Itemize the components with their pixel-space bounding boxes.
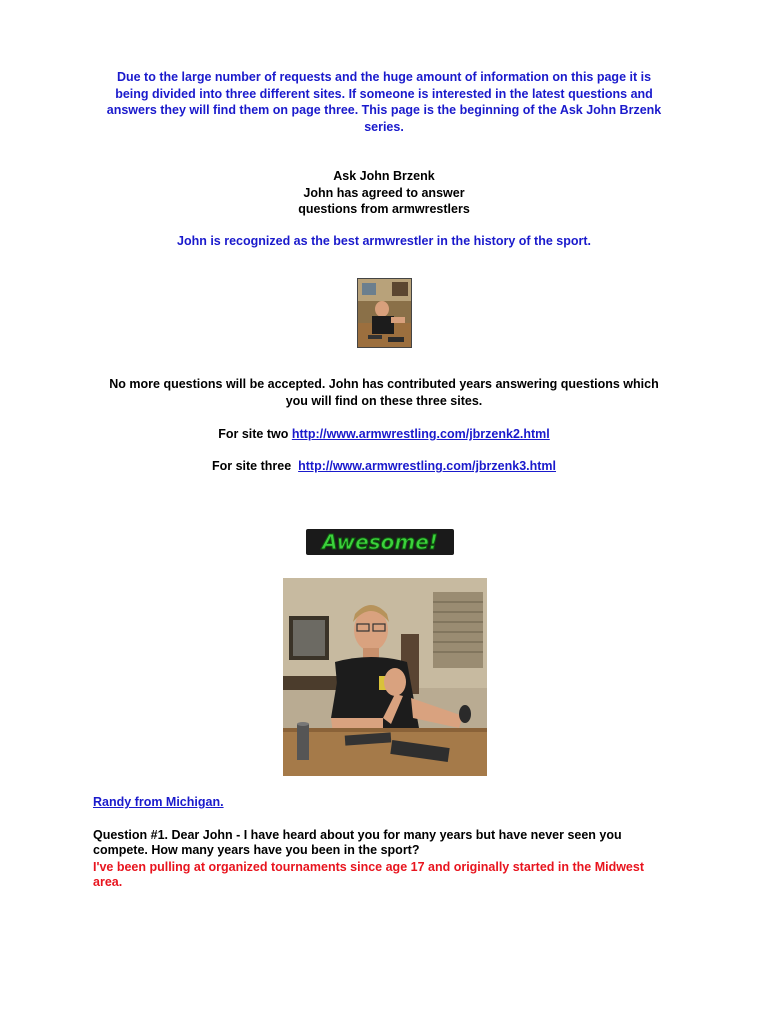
intro-line: series. (364, 119, 404, 134)
intro-line: being divided into three different sites. If someone is interested in the latest questions and (115, 86, 653, 101)
recognition-text: John is recognized as the best armwrestler in the history of the sport. (177, 234, 591, 248)
heading-title: Ask John Brzenk (333, 169, 435, 183)
asker-link[interactable]: Randy from Michigan. (93, 795, 224, 809)
awesome-graphic (306, 527, 454, 557)
intro-line: answers they will find them on page three. This page is the beginning of the Ask John Brzenk (106, 103, 662, 117)
site-two-line (0, 426, 768, 443)
notice-line: No more questions will be accepted. John has contributed years answering questions which (109, 377, 659, 391)
intro-line: Due to the large number of requests and the huge amount of information on this page it is (116, 70, 652, 84)
site-two-label: For site two (218, 427, 292, 441)
notice-line: you will find on these three sites. (285, 393, 483, 408)
asker-line (93, 795, 693, 810)
heading-line: John has agreed to answer (303, 185, 465, 200)
john-brzenk-photo (283, 578, 487, 776)
john-brzenk-photo-image (283, 578, 487, 776)
notice-paragraph (0, 376, 768, 409)
answer-line: I've been pulling at organized tournaments since age 17 and originally started in the Midwest (93, 860, 645, 874)
page-heading (0, 168, 768, 218)
thumbnail-photo-image (358, 279, 412, 348)
site-three-line (0, 458, 768, 475)
thumbnail-photo (357, 278, 412, 348)
question-paragraph (93, 828, 693, 858)
site-three-label: For site three (211, 459, 299, 473)
site-three-link[interactable]: http://www.armwrestling.com/jbrzenk3.html (298, 459, 557, 473)
intro-paragraph (0, 69, 768, 135)
answer-line: area. (93, 875, 123, 889)
awesome-graphic-image (306, 527, 454, 557)
awesome-text: Awesome! (322, 530, 438, 554)
answer-paragraph (93, 860, 693, 890)
site-two-link[interactable]: http://www.armwrestling.com/jbrzenk2.html (291, 427, 550, 441)
question-line: compete. How many years have you been in the sport? (93, 843, 420, 857)
heading-line: questions from armwrestlers (298, 202, 470, 216)
question-line: Question #1. Dear John - I have heard about you for many years but have never seen you (93, 828, 622, 842)
